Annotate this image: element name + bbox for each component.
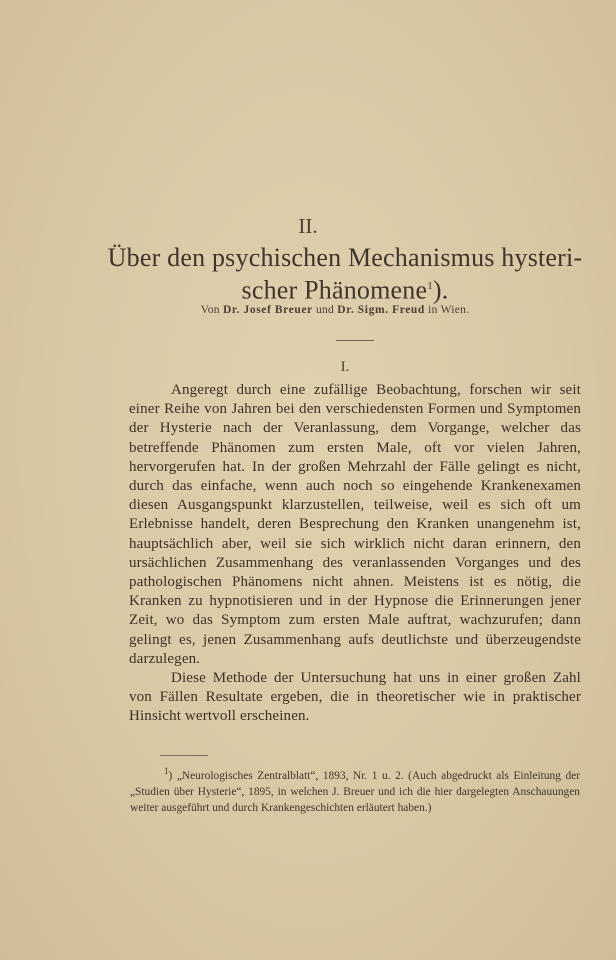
paragraph-1: Angeregt durch eine zufällige Beobachtung, forschen wir seit einer Reihe von Jahren bei den verschiedensten Formen und Symptomen der Hysterie nach der Veranlassung, dem Vorgange, welcher das betreffende Phänomen zum ersten Male, oft vor vielen Jahren, hervorgerufen hat. In der großen Mehrzahl der Fälle gelingt es nicht, durch das einfache, wenn auch noch so eingehende Krankenexamen diesen Ausgangspunkt klarzustellen, teilweise, weil es sich oft um Erlebnisse handelt, deren Besprechung den Kranken unangenehm ist, hauptsächlich aber, weil sie sich wirklich nicht daran erinnern, den ursächlichen Zusammenhang des veranlassenden Vorganges und des pathologischen Phänomens nicht ahnen. Meistens ist es nötig, die Kranken zu hypnotisieren und in der Hypnose die Erinnerungen jener Zeit, wo das Symptom zum ersten Male auftrat, wachzurufen; dann gelingt es, jenen Zusammenhang aufs deutlichste und überzeugendste darzulegen. <box>129 382 581 667</box>
footnote-text: ) „Neurologisches Zentralblatt“, 1893, Nr. 1 u. 2. (Auch abgedruckt als Einleitung der „Studien über Hysterie“, 1895, in welchen J. Breuer und ich die hier dargelegten Anschauungen weiter ausgeführt und durch Krankengeschichten erläutert haben.) <box>130 769 580 814</box>
chapter-number: II. <box>298 214 318 238</box>
byline-und: und <box>315 304 335 316</box>
title-divider <box>336 340 374 341</box>
byline <box>0 304 616 316</box>
chapter-title-text: Über den psychischen Mechanismus hysteri-scher Phänomene <box>107 243 583 305</box>
author-freud: Dr. Sigm. Freud <box>337 304 425 316</box>
title-close: ). <box>432 275 449 305</box>
byline-von: Von <box>200 304 220 316</box>
chapter-title <box>100 244 590 305</box>
body-text <box>129 381 581 727</box>
footnote-marker: 1 <box>164 766 169 776</box>
paragraph-2: Diese Methode der Untersuchung hat uns in einer großen Zahl von Fällen Resultate ergeben, die in theoretischer wie in praktischer Hinsicht wertvoll erscheinen. <box>129 670 581 725</box>
author-breuer: Dr. Josef Breuer <box>223 304 313 316</box>
byline-place: in Wien. <box>428 304 470 316</box>
title-footnote-marker: 1 <box>427 280 433 292</box>
footnote-divider <box>160 755 208 756</box>
section-number: I. <box>340 359 350 375</box>
footnote <box>130 763 580 816</box>
